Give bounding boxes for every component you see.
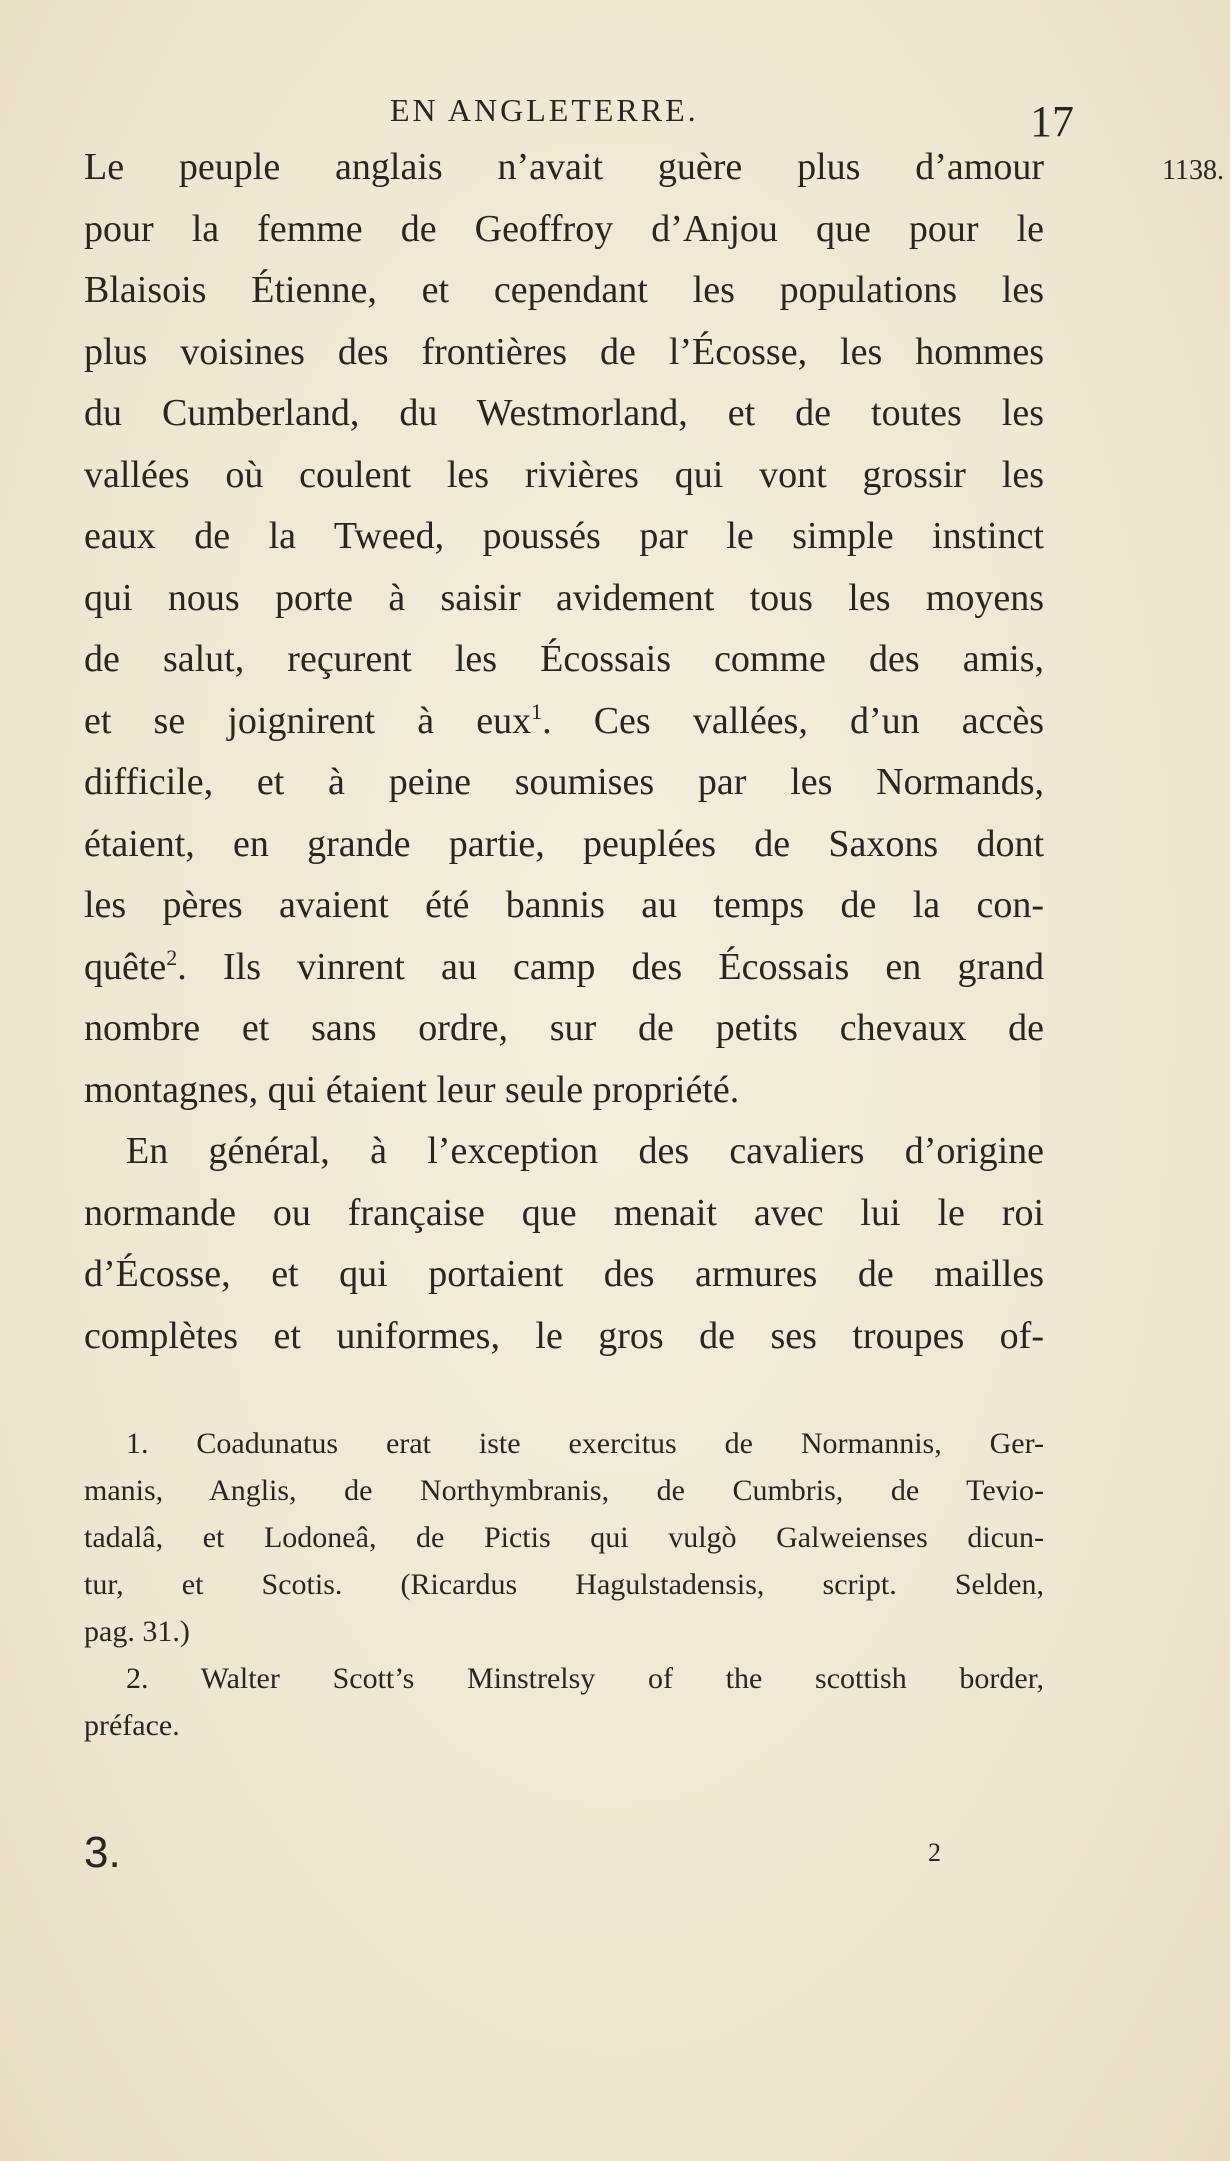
footnote-ref: 1 <box>531 698 543 724</box>
signature-number: 3. <box>84 1828 121 1877</box>
footnotes <box>84 1420 1044 1749</box>
footnote-ref: 2 <box>166 944 178 970</box>
text-line: difficile, et à peine soumises par les Normands, <box>84 761 1044 803</box>
running-title: EN ANGLETERRE. <box>390 92 699 128</box>
text-line: étaient, en grande partie, peuplées de Saxons dont <box>84 822 1044 865</box>
text-line: du Cumberland, du Westmorland, et de toutes les <box>84 392 1044 434</box>
margin-date: 1138. <box>1162 155 1224 186</box>
footnote-line: tur, et Scotis. (Ricardus Hagulstadensis, script. Selden, <box>84 1568 1044 1601</box>
footnote-line: 1. Coadunatus erat iste exercitus de Normannis, Ger- <box>126 1427 1044 1460</box>
text-line: les pères avaient été bannis au temps de la con- <box>84 884 1044 926</box>
text-line: vallées où coulent les rivières qui vont grossir les <box>84 453 1044 496</box>
text-line: pour la femme de Geoffroy d’Anjou que pour le <box>84 207 1044 250</box>
text-line: Le peuple anglais n’avait guère plus d’amour <box>84 146 1044 188</box>
footnote-line: préface. <box>84 1709 180 1742</box>
text-line: d’Écosse, et qui portaient des armures de mailles <box>84 1253 1044 1295</box>
main-text <box>84 137 1044 1367</box>
text-line: de salut, reçurent les Écossais comme des amis, <box>84 638 1044 680</box>
text-line: plus voisines des frontières de l’Écosse, les hommes <box>84 330 1044 373</box>
text-line: qui nous porte à saisir avidement tous les moyens <box>84 576 1044 619</box>
text-line: En général, à l’exception des cavaliers d’origine <box>126 1130 1044 1172</box>
text-line: complètes et uniformes, le gros de ses troupes of- <box>84 1314 1044 1357</box>
text-line: eaux de la Tweed, poussés par le simple instinct <box>84 515 1044 557</box>
footnote-line: tadalâ, et Lodoneâ, de Pictis qui vulgò Galweienses dicun- <box>84 1521 1044 1554</box>
footnote-line: pag. 31.) <box>84 1615 190 1648</box>
text-line: quête$^2$. Ils vinrent au camp des Écossais en grand <box>84 944 1044 988</box>
text-line: normande ou française que menait avec lui le roi <box>84 1191 1044 1234</box>
footnote-line: 2. Walter Scott’s Minstrelsy of the scottish border, <box>126 1662 1044 1695</box>
text-line: et se joignirent à eux$^1$. Ces vallées, d’un accès <box>84 698 1044 742</box>
footnote-line: manis, Anglis, de Northymbranis, de Cumbris, de Tevio- <box>84 1474 1044 1507</box>
text-line: montagnes, qui étaient leur seule propriété. <box>84 1068 740 1111</box>
text-line: nombre et sans ordre, sur de petits chevaux de <box>84 1007 1044 1049</box>
page-number: 17 <box>1030 97 1074 146</box>
text-line: Blaisois Étienne, et cependant les populations les <box>84 269 1044 311</box>
signature-mark: 2 <box>928 1838 941 1867</box>
